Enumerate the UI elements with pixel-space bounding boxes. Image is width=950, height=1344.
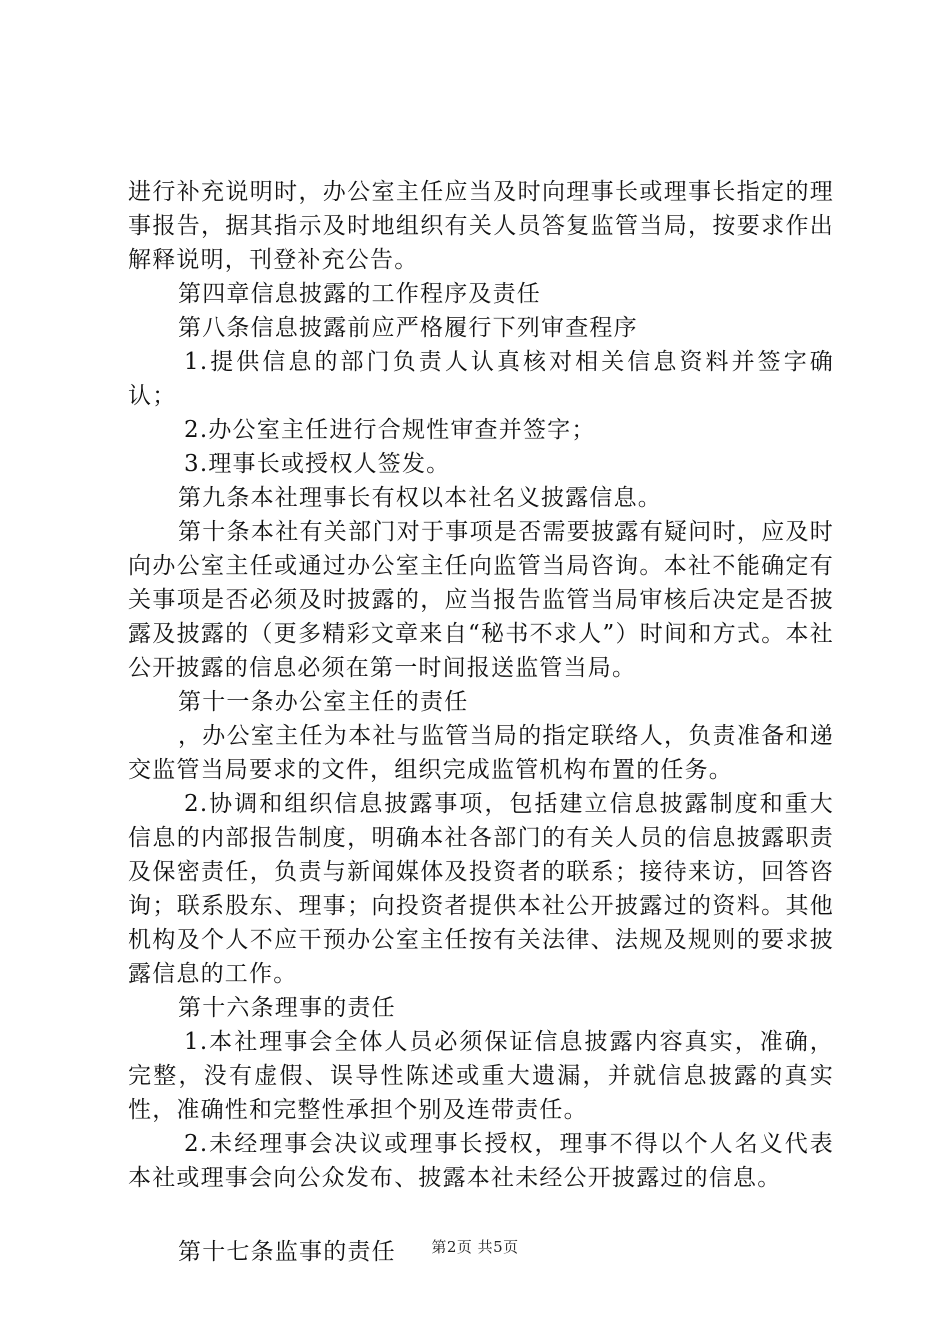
chapter-heading: 第四章信息披露的工作程序及责任 [178,281,541,307]
article-heading: 第十七条监事的责任 [178,1239,396,1265]
list-item: 3.理事长或授权人签发。 [184,451,451,477]
paragraph-continuation: 进行补充说明时，办公室主任应当及时向理事长或理事长指定的理事报告，据其指示及时地组织有关人员答复监管当局，按要求作出解释说明，刊登补充公告。 [128,179,834,273]
document-body [128,175,834,1269]
list-item: 1.本社理事会全体人员必须保证信息披露内容真实，准确，完整，没有虚假、误导性陈述或重大遗漏，并就信息披露的真实性，准确性和完整性承担个别及连带责任。 [128,1029,834,1123]
article-heading: 第十一条办公室主任的责任 [178,689,469,715]
list-item: ，办公室主任为本社与监管当局的指定联络人，负责准备和递交监管当局要求的文件，组织完成监管机构布置的任务。 [128,723,834,783]
article-heading: 第八条信息披露前应严格履行下列审查程序 [178,315,638,341]
list-item: 2.未经理事会决议或理事长授权，理事不得以个人名义代表本社或理事会向公众发布、披露本社未经公开披露过的信息。 [128,1131,834,1191]
list-item: 2.协调和组织信息披露事项，包括建立信息披露制度和重大信息的内部报告制度，明确本社各部门的有关人员的信息披露职责及保密责任，负责与新闻媒体及投资者的联系；接待来访，回答咨询；联系股东、理事；向投资者提供本社公开披露过的资料。其他机构及个人不应干预办公室主任按有关法律、法规及规则的要求披露信息的工作。 [128,791,834,987]
article-paragraph: 第九条本社理事长有权以本社名义披露信息。 [178,485,662,511]
list-item: 1.提供信息的部门负责人认真核对相关信息资料并签字确认； [128,349,834,409]
list-item: 2.办公室主任进行合规性审查并签字； [184,417,596,443]
article-heading: 第十六条理事的责任 [178,995,396,1021]
page-number-label: 第2页 共5页 [431,1238,519,1256]
article-paragraph: 第十条本社有关部门对于事项是否需要披露有疑问时，应及时向办公室主任或通过办公室主任向监管当局咨询。本社不能确定有关事项是否必须及时披露的，应当报告监管当局审核后决定是否披露及披露的（更多精彩文章来自“秘书不求人”）时间和方式。本社公开披露的信息必须在第一时间报送监管当局。 [128,519,834,681]
page-footer [0,1236,950,1257]
